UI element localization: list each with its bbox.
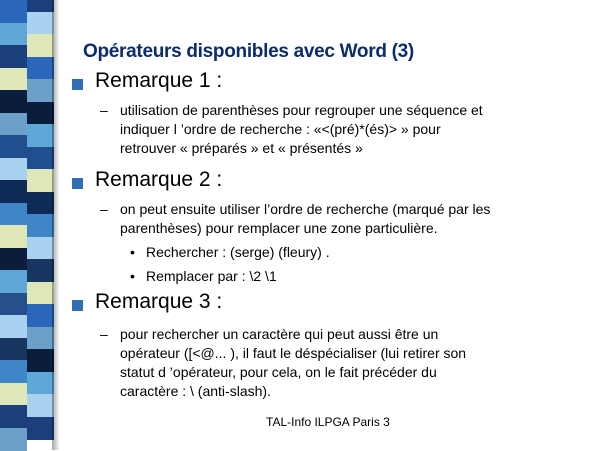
bullet-text-2 [120,200,570,238]
strip-block [0,315,27,339]
sub-bullet-1: Rechercher : (serge) (fleury) . [146,244,330,260]
strip-block [0,338,27,362]
text-line: on peut ensuite utiliser l’ordre de recherche (marqué par les [120,200,570,219]
strip-block [0,428,27,451]
strip-block [27,79,54,103]
sub-bullet-dot-icon: • [130,244,135,260]
strip-block [27,124,54,148]
text-line: caractère : \ (anti-slash). [120,382,570,401]
strip-block [0,180,27,204]
strip-block [0,270,27,294]
strip-block [27,237,54,261]
strip-block [27,102,54,126]
strip-block [27,282,54,306]
text-line: retrouver « préparés » et « présentés » [120,139,570,158]
bullet-square-icon [72,178,83,189]
strip-block [27,304,54,328]
text-line: opérateur ([<@... ), il faut le déspécialiser (lui retirer son [120,344,570,363]
strip-block [27,169,54,193]
strip-block [27,327,54,351]
strip-block [0,45,27,69]
text-line: statut d ’opérateur, pour cela, on le fait précéder du [120,363,570,382]
strip-shadow [52,0,60,450]
strip-block [27,12,54,36]
strip-block [27,394,54,418]
bullet-heading-2: Remarque 2 : [95,168,222,192]
strip-block [0,293,27,317]
bullet-text-1 [120,101,570,158]
text-line: parenthèses) pour remplacer une zone particulière. [120,219,570,238]
bullet-text-3 [120,325,570,401]
strip-column-left [0,0,27,450]
strip-block [0,405,27,429]
strip-block [0,113,27,137]
strip-block [0,248,27,272]
text-line: utilisation de parenthèses pour regrouper une séquence et [120,101,570,120]
strip-block [0,68,27,92]
strip-block [27,147,54,171]
strip-block [27,192,54,216]
slide-footer: TAL-Info ILPGA Paris 3 [266,415,390,429]
strip-block [0,158,27,182]
strip-block [0,360,27,384]
sub-bullet-2: Remplacer par : \2 \1 [146,268,277,284]
strip-block [0,23,27,47]
bullet-square-icon [72,300,83,311]
slide-title: Opérateurs disponibles avec Word (3) [83,41,414,63]
strip-block [27,214,54,238]
strip-block [27,259,54,283]
strip-block [27,417,54,441]
text-line: pour rechercher un caractère qui peut aussi être un [120,325,570,344]
sub-bullet-dot-icon: • [130,268,135,284]
bullet-heading-1: Remarque 1 : [95,69,222,93]
strip-column-right [27,0,54,450]
strip-block [0,0,27,24]
text-line: indiquer l ’ordre de recherche : «<(pré)*(és)> » pour [120,120,570,139]
dash-marker: – [100,201,108,217]
dash-marker: – [100,102,108,118]
strip-block [0,135,27,159]
strip-block [0,90,27,114]
bullet-heading-3: Remarque 3 : [95,290,222,314]
strip-block [27,349,54,373]
strip-block [0,225,27,249]
strip-block [27,57,54,81]
strip-block [27,372,54,396]
strip-block [0,203,27,227]
strip-block [0,383,27,407]
decorative-left-strip [0,0,55,450]
strip-block [27,34,54,58]
dash-marker: – [100,326,108,342]
bullet-square-icon [72,79,83,90]
